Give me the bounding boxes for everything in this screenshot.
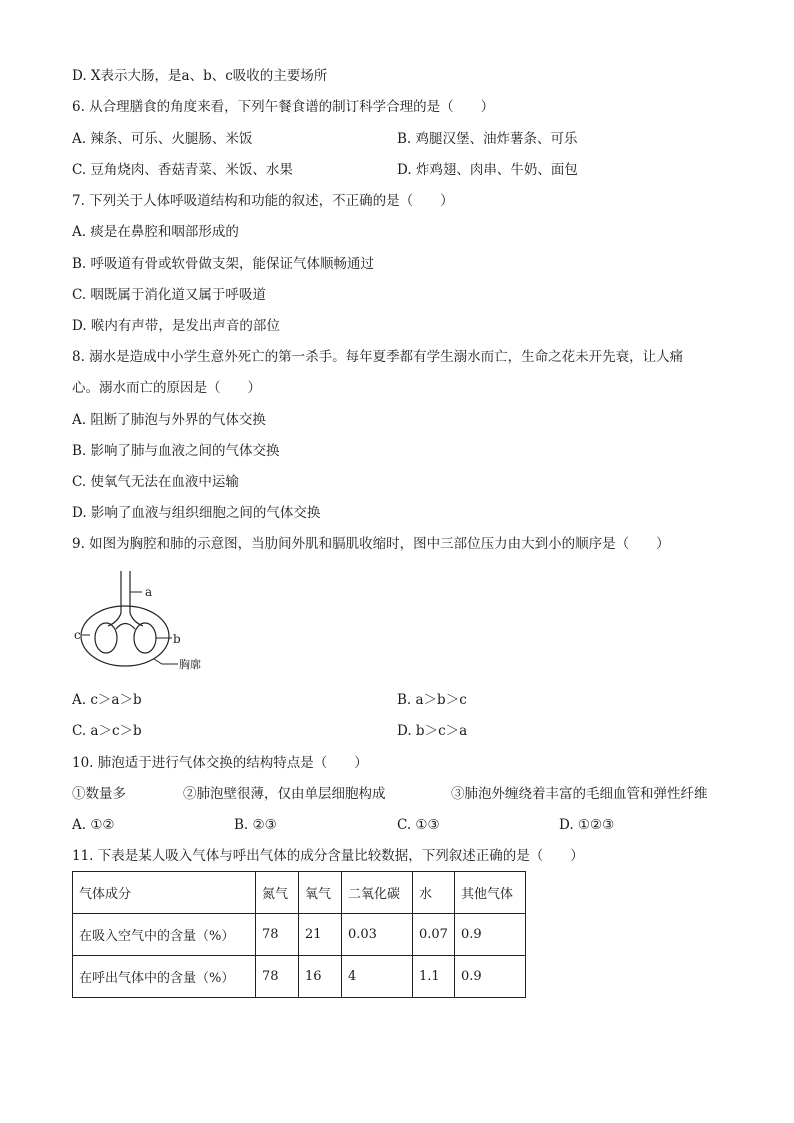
q9-option-c: C. a＞c＞b	[72, 723, 142, 739]
q9-option-b: B. a＞b＞c	[397, 692, 467, 708]
q10-stem: 10. 肺泡适于进行气体交换的结构特点是（ ）	[72, 755, 368, 771]
table-cell: 78	[256, 956, 299, 998]
leader-chest	[154, 659, 178, 664]
q8-option-c: C. 使氧气无法在血液中运输	[72, 474, 239, 490]
q11-stem: 11. 下表是某人吸入气体与呼出气体的成分含量比较数据，下列叙述正确的是（ ）	[72, 848, 584, 864]
table-row	[73, 914, 526, 956]
q6-option-a: A. 辣条、可乐、火腿肠、米饭	[72, 131, 253, 147]
q10-item-3: ③肺泡外缠绕着丰富的毛细血管和弹性纤维	[451, 786, 708, 802]
table-cell: 16	[299, 956, 342, 998]
table-cell: 4	[342, 956, 413, 998]
q7-option-d: D. 喉内有声带，是发出声音的部位	[72, 318, 280, 334]
table-row	[73, 956, 526, 998]
table-header-cell: 氧气	[299, 872, 342, 914]
table-cell: 在呼出气体中的含量（%）	[73, 956, 256, 998]
table-header-cell: 氮气	[256, 872, 299, 914]
table-header-cell: 二氧化碳	[342, 872, 413, 914]
q6-option-b: B. 鸡腿汉堡、油炸薯条、可乐	[397, 131, 578, 147]
q7-stem: 7. 下列关于人体呼吸道结构和功能的叙述，不正确的是（ ）	[72, 193, 454, 209]
table-header-row	[73, 872, 526, 914]
table-header-cell: 其他气体	[454, 872, 525, 914]
table-header-cell: 水	[413, 872, 455, 914]
gas-composition-table	[72, 871, 526, 998]
left-lung	[95, 623, 117, 653]
q10-option-c: C. ①③	[397, 817, 440, 833]
q9-option-a: A. c＞a＞b	[72, 692, 142, 708]
table-cell: 0.07	[413, 914, 455, 956]
q10-option-d: D. ①②③	[559, 817, 615, 833]
q10-item-2: ②肺泡壁很薄，仅由单层细胞构成	[183, 786, 386, 802]
q8-stem-line2: 心。溺水而亡的原因是（ ）	[72, 380, 261, 396]
label-a: a	[145, 585, 153, 599]
q7-option-b: B. 呼吸道有骨或软骨做支架，能保证气体顺畅通过	[72, 256, 375, 272]
label-b: b	[173, 632, 181, 646]
q6-option-d: D. 炸鸡翅、肉串、牛奶、面包	[397, 162, 578, 178]
q10-option-a: A. ①②	[72, 817, 115, 833]
q7-option-c: C. 咽既属于消化道又属于呼吸道	[72, 287, 266, 303]
q8-option-a: A. 阻断了肺泡与外界的气体交换	[72, 412, 266, 428]
label-c: c	[74, 628, 81, 642]
q9-stem: 9. 如图为胸腔和肺的示意图，当肋间外肌和膈肌收缩时，图中三部位压力由大到小的顺序是（ ）	[72, 536, 670, 552]
table-cell: 在吸入空气中的含量（%）	[73, 914, 256, 956]
q10-option-b: B. ②③	[234, 817, 277, 833]
q9-option-d: D. b＞c＞a	[397, 723, 468, 739]
table-cell: 0.03	[342, 914, 413, 956]
bronchi-inner	[116, 624, 135, 630]
q8-option-d: D. 影响了血液与组织细胞之间的气体交换	[72, 505, 321, 521]
table-cell: 78	[256, 914, 299, 956]
q10-item-1: ①数量多	[72, 786, 126, 802]
table-cell: 21	[299, 914, 342, 956]
table-cell: 0.9	[454, 914, 525, 956]
label-chest: 胸廓	[179, 658, 201, 671]
q8-option-b: B. 影响了肺与血液之间的气体交换	[72, 443, 280, 459]
right-lung	[134, 623, 156, 653]
q6-option-c: C. 豆角烧肉、香菇青菜、米饭、水果	[72, 162, 293, 178]
q8-stem-line1: 8. 溺水是造成中小学生意外死亡的第一杀手。每年夏季都有学生溺水而亡，生命之花未开先衰，让人痛	[72, 349, 684, 365]
q6-stem: 6. 从合理膳食的角度来看，下列午餐食谱的制订科学合理的是（ ）	[72, 99, 495, 115]
table-header-cell: 气体成分	[73, 872, 256, 914]
table-cell: 1.1	[413, 956, 455, 998]
table-cell: 0.9	[454, 956, 525, 998]
q5-option-d: D. X表示大肠，是a、b、c吸收的主要场所	[72, 68, 328, 84]
chest-lung-diagram	[72, 566, 272, 676]
q7-option-a: A. 痰是在鼻腔和咽部形成的	[72, 224, 239, 240]
